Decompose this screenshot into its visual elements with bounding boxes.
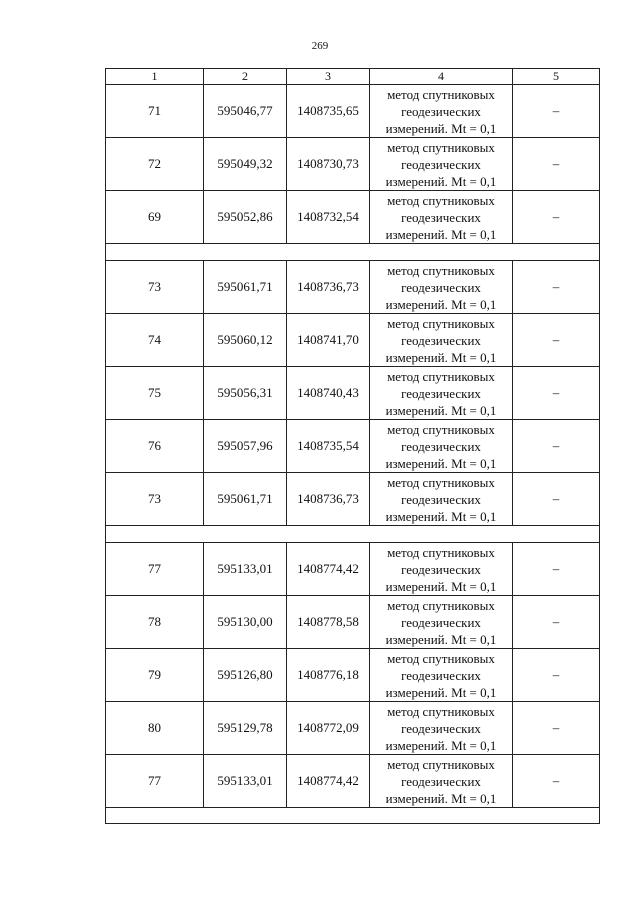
method-line: геодезических [401,156,481,172]
x-coordinate-cell: 595057,96 [204,420,287,473]
table-row [106,191,600,244]
table-row [106,420,600,473]
method-line: геодезических [401,385,481,401]
method-cell [370,649,513,702]
page-number: 269 [311,40,329,52]
note-cell: – [513,596,600,649]
method-line: метод спутниковых [387,139,495,155]
method-cell [370,596,513,649]
x-coordinate-cell: 595056,31 [204,367,287,420]
method-line: геодезических [401,209,481,225]
method-line: метод спутниковых [387,262,495,278]
column-header: 5 [513,69,600,85]
method-cell [370,755,513,808]
note-cell: – [513,261,600,314]
table-row [106,543,600,596]
y-coordinate-cell: 1408774,42 [287,755,370,808]
method-line: измерений. Mt = 0,1 [385,631,497,647]
method-line: измерений. Mt = 0,1 [385,402,497,418]
method-cell [370,473,513,526]
separator-cell [106,808,600,824]
note-cell: – [513,649,600,702]
method-line: измерений. Mt = 0,1 [385,455,497,471]
note-cell: – [513,755,600,808]
point-number-cell: 73 [106,473,204,526]
method-line: измерений. Mt = 0,1 [385,790,497,806]
table-row [106,314,600,367]
point-number-cell: 77 [106,755,204,808]
method-line: геодезических [401,279,481,295]
point-number-cell: 69 [106,191,204,244]
table-row [106,261,600,314]
note-cell: – [513,314,600,367]
method-line: измерений. Mt = 0,1 [385,120,497,136]
method-line: измерений. Mt = 0,1 [385,226,497,242]
point-number-cell: 73 [106,261,204,314]
method-line: геодезических [401,103,481,119]
table-row [106,649,600,702]
column-header: 3 [287,69,370,85]
x-coordinate-cell: 595130,00 [204,596,287,649]
y-coordinate-cell: 1408776,18 [287,649,370,702]
group-separator-row [106,808,600,824]
method-cell [370,702,513,755]
method-cell [370,314,513,367]
point-number-cell: 72 [106,138,204,191]
x-coordinate-cell: 595061,71 [204,261,287,314]
method-line: метод спутниковых [387,368,495,384]
method-line: метод спутниковых [387,650,495,666]
y-coordinate-cell: 1408736,73 [287,473,370,526]
table-row [106,85,600,138]
point-number-cell: 76 [106,420,204,473]
table-row [106,138,600,191]
x-coordinate-cell: 595129,78 [204,702,287,755]
method-line: измерений. Mt = 0,1 [385,508,497,524]
method-line: метод спутниковых [387,597,495,613]
method-line: геодезических [401,667,481,683]
point-number-cell: 75 [106,367,204,420]
method-line: метод спутниковых [387,192,495,208]
point-number-cell: 78 [106,596,204,649]
table-row [106,473,600,526]
x-coordinate-cell: 595133,01 [204,755,287,808]
note-cell: – [513,420,600,473]
method-line: метод спутниковых [387,703,495,719]
note-cell: – [513,138,600,191]
y-coordinate-cell: 1408774,42 [287,543,370,596]
method-line: измерений. Mt = 0,1 [385,349,497,365]
note-cell: – [513,473,600,526]
method-line: геодезических [401,561,481,577]
x-coordinate-cell: 595061,71 [204,473,287,526]
method-line: измерений. Mt = 0,1 [385,684,497,700]
separator-cell [106,526,600,543]
method-cell [370,261,513,314]
point-number-cell: 77 [106,543,204,596]
column-header: 1 [106,69,204,85]
group-separator-row [106,244,600,261]
point-number-cell: 80 [106,702,204,755]
table-row [106,755,600,808]
point-number-cell: 71 [106,85,204,138]
x-coordinate-cell: 595060,12 [204,314,287,367]
method-cell [370,367,513,420]
method-line: геодезических [401,720,481,736]
note-cell: – [513,367,600,420]
method-line: геодезических [401,491,481,507]
method-line: метод спутниковых [387,421,495,437]
method-line: геодезических [401,332,481,348]
y-coordinate-cell: 1408740,43 [287,367,370,420]
note-cell: – [513,191,600,244]
table-row [106,702,600,755]
y-coordinate-cell: 1408736,73 [287,261,370,314]
coordinates-table [105,68,600,824]
point-number-cell: 79 [106,649,204,702]
method-line: метод спутниковых [387,474,495,490]
x-coordinate-cell: 595052,86 [204,191,287,244]
method-line: измерений. Mt = 0,1 [385,737,497,753]
y-coordinate-cell: 1408778,58 [287,596,370,649]
x-coordinate-cell: 595126,80 [204,649,287,702]
column-number-row [106,69,600,85]
point-number-cell: 74 [106,314,204,367]
method-line: измерений. Mt = 0,1 [385,296,497,312]
x-coordinate-cell: 595133,01 [204,543,287,596]
method-line: метод спутниковых [387,86,495,102]
method-line: геодезических [401,438,481,454]
note-cell: – [513,543,600,596]
table-row [106,596,600,649]
method-cell [370,420,513,473]
method-cell [370,85,513,138]
method-line: метод спутниковых [387,544,495,560]
y-coordinate-cell: 1408772,09 [287,702,370,755]
method-line: измерений. Mt = 0,1 [385,578,497,594]
y-coordinate-cell: 1408741,70 [287,314,370,367]
table-row [106,367,600,420]
y-coordinate-cell: 1408730,73 [287,138,370,191]
y-coordinate-cell: 1408735,65 [287,85,370,138]
x-coordinate-cell: 595049,32 [204,138,287,191]
method-line: геодезических [401,614,481,630]
method-cell [370,191,513,244]
group-separator-row [106,526,600,543]
method-line: измерений. Mt = 0,1 [385,173,497,189]
method-cell [370,138,513,191]
y-coordinate-cell: 1408732,54 [287,191,370,244]
method-cell [370,543,513,596]
separator-cell [106,244,600,261]
note-cell: – [513,85,600,138]
method-line: метод спутниковых [387,315,495,331]
table-body [106,85,600,824]
column-header: 4 [370,69,513,85]
note-cell: – [513,702,600,755]
y-coordinate-cell: 1408735,54 [287,420,370,473]
method-line: геодезических [401,773,481,789]
method-line: метод спутниковых [387,756,495,772]
column-header: 2 [204,69,287,85]
x-coordinate-cell: 595046,77 [204,85,287,138]
